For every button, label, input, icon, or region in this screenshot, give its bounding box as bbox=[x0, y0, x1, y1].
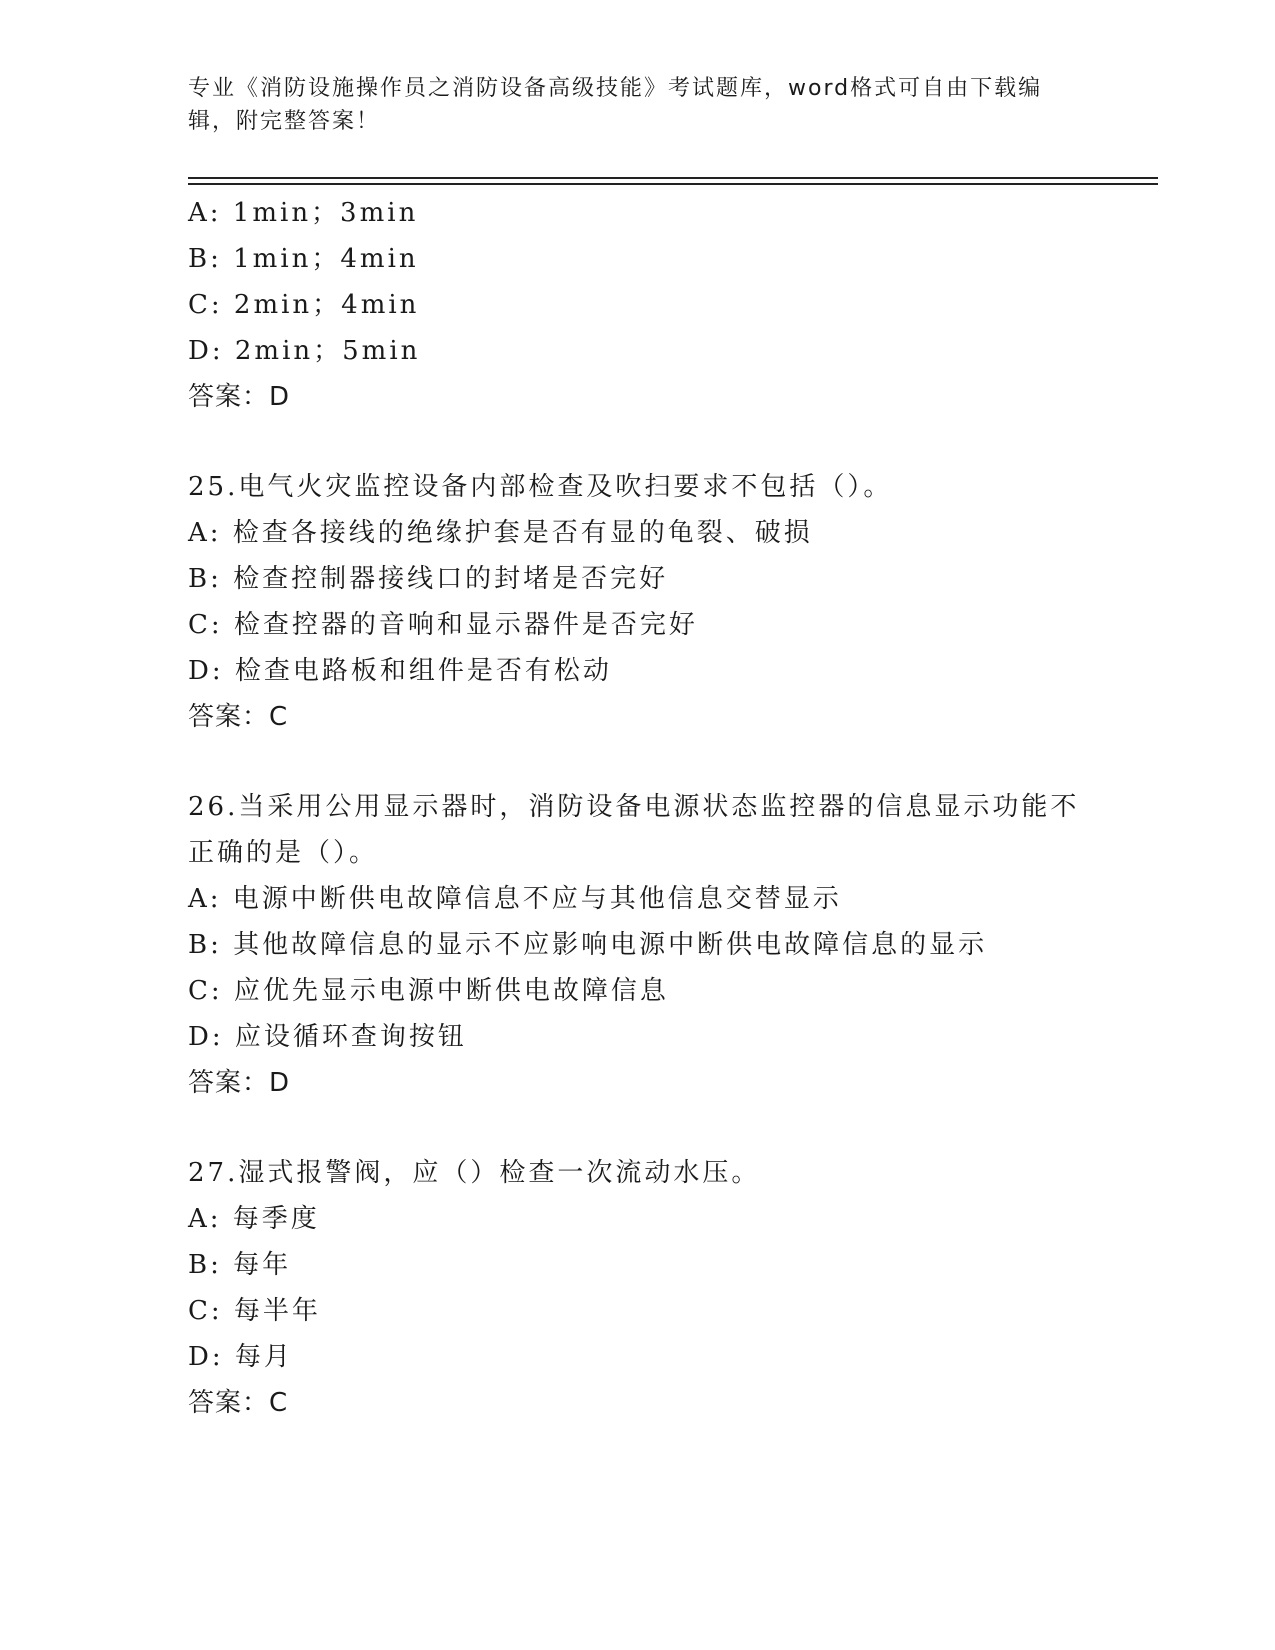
answer: 答案：C bbox=[188, 702, 289, 732]
option-c: C: 每半年 bbox=[188, 1296, 321, 1326]
question-list bbox=[188, 190, 1148, 1426]
header-divider-top bbox=[188, 177, 1158, 179]
header-divider-bottom bbox=[188, 183, 1158, 185]
option-a: A: 每季度 bbox=[188, 1204, 320, 1234]
answer: 答案：D bbox=[188, 382, 291, 412]
option-c: C: 检查控器的音响和显示器件是否完好 bbox=[188, 610, 698, 640]
option-a: A: 检查各接线的绝缘护套是否有显的龟裂、破损 bbox=[188, 518, 813, 548]
question-24-continued bbox=[188, 190, 1148, 420]
question-25 bbox=[188, 464, 1148, 740]
option-a: A: 电源中断供电故障信息不应与其他信息交替显示 bbox=[188, 884, 842, 914]
option-b: B: 每年 bbox=[188, 1250, 292, 1280]
page-header: 专业《消防设施操作员之消防设备高级技能》考试题库，word格式可自由下载编辑，附完整答案！ bbox=[188, 76, 1043, 134]
option-d: D: 检查电路板和组件是否有松动 bbox=[188, 656, 612, 686]
question-stem: 27.湿式报警阀，应（）检查一次流动水压。 bbox=[188, 1158, 761, 1188]
option-c: C: 应优先显示电源中断供电故障信息 bbox=[188, 976, 669, 1006]
question-26 bbox=[188, 784, 1148, 1106]
question-stem: 25.电气火灾监控设备内部检查及吹扫要求不包括（）。 bbox=[188, 472, 893, 502]
option-d: D: 应设循环查询按钮 bbox=[188, 1022, 467, 1052]
option-c: C: 2min；4min bbox=[188, 290, 420, 320]
option-d: D: 每月 bbox=[188, 1342, 293, 1372]
question-27 bbox=[188, 1150, 1148, 1426]
option-b: B: 检查控制器接线口的封堵是否完好 bbox=[188, 564, 669, 594]
option-b: B: 1min；4min bbox=[188, 244, 419, 274]
option-a: A: 1min；3min bbox=[188, 198, 419, 228]
answer: 答案：C bbox=[188, 1388, 289, 1418]
option-d: D: 2min；5min bbox=[188, 336, 421, 366]
answer: 答案：D bbox=[188, 1068, 291, 1098]
question-stem: 26.当采用公用显示器时，消防设备电源状态监控器的信息显示功能不正确的是（）。 bbox=[188, 792, 1080, 868]
option-b: B: 其他故障信息的显示不应影响电源中断供电故障信息的显示 bbox=[188, 930, 988, 960]
